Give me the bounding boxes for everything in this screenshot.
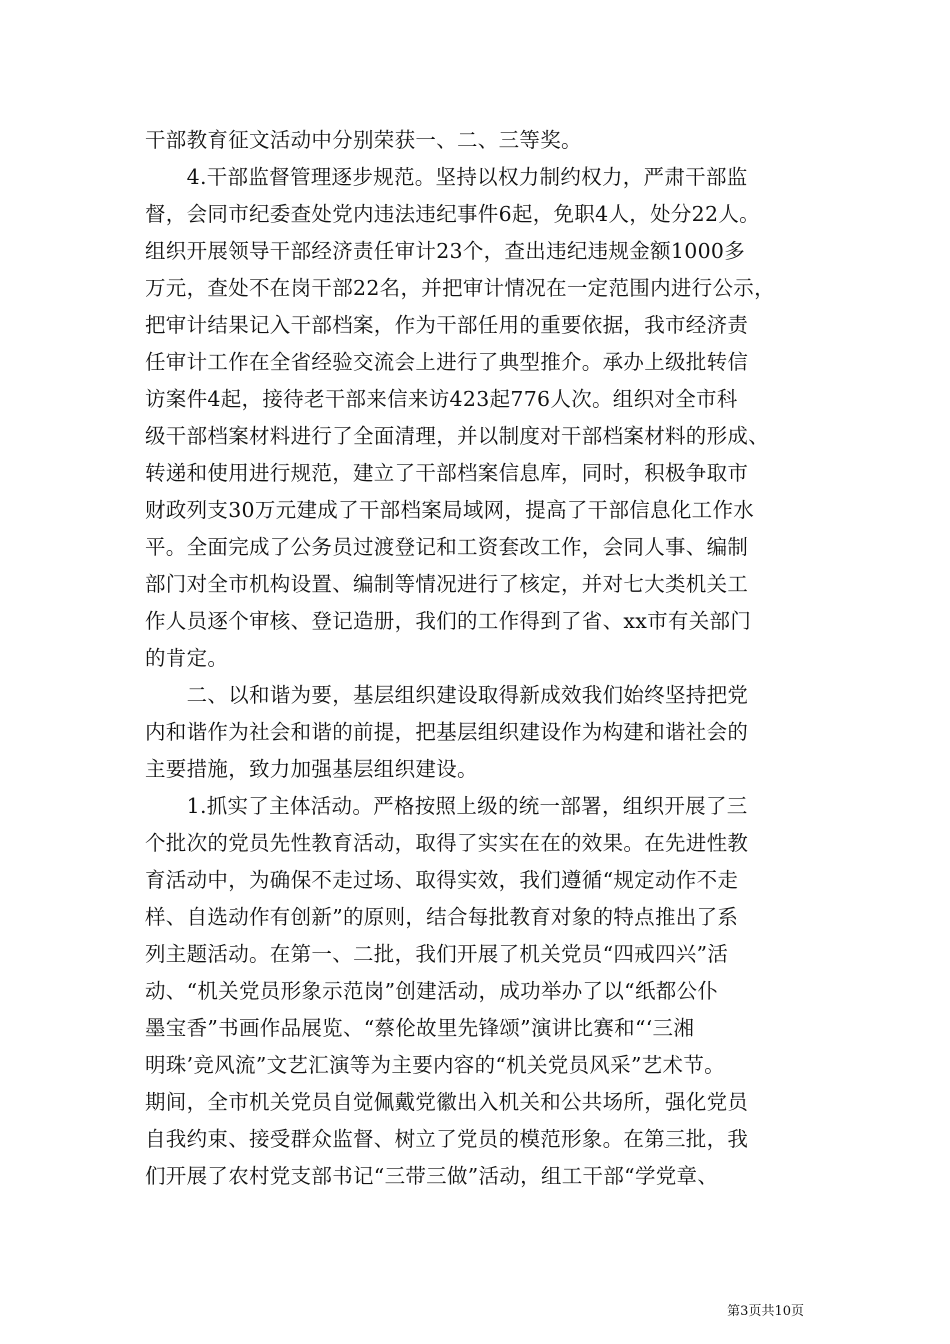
text-line: 组织开展领导干部经济责任审计23个，查出违纪违规金额1000多: [145, 239, 746, 263]
text-line: 把审计结果记入干部档案，作为干部任用的重要依据，我市经济责: [145, 313, 749, 337]
text-line: 平。全面完成了公务员过渡登记和工资套改工作，会同人事、编制: [145, 535, 749, 559]
text-line: 内和谐作为社会和谐的前提，把基层组织建设作为构建和谐社会的: [145, 720, 749, 744]
text-line: 作人员逐个审核、登记造册，我们的工作得到了省、xx市有关部门: [145, 609, 752, 633]
text-line: 1.抓实了主体活动。严格按照上级的统一部署，组织开展了三: [145, 794, 748, 818]
text-line: 们开展了农村党支部书记“三带三做”活动，组工干部“学党章、: [145, 1164, 719, 1188]
text-line: 转递和使用进行规范，建立了干部档案信息库，同时，积极争取市: [145, 461, 749, 485]
text-line: 部门对全市机构设置、编制等情况进行了核定，并对七大类机关工: [145, 572, 749, 596]
text-line: 墨宝香”书画作品展览、“蔡伦故里先锋颂”演讲比赛和“‘三湘: [145, 1016, 695, 1040]
text-line: 4.干部监督管理逐步规范。坚持以权力制约权力，严肃干部监: [145, 165, 748, 189]
text-line: 二、以和谐为要，基层组织建设取得新成效我们始终坚持把党: [145, 683, 749, 707]
text-line: 样、自选动作有创新”的原则，结合每批教育对象的特点推出了系: [145, 905, 739, 929]
text-line: 任审计工作在全省经验交流会上进行了典型推介。承办上级批转信: [145, 350, 749, 374]
text-line: 明珠’竞风流”文艺汇演等为主要内容的“机关党员风采”艺术节。: [145, 1053, 725, 1077]
text-line: 督，会同市纪委查处党内违法违纪事件6起，免职4人，处分22人。: [145, 202, 760, 226]
text-line: 万元，查处不在岗干部22名，并把审计情况在一定范围内进行公示，: [145, 276, 775, 300]
text-line: 级干部档案材料进行了全面清理，并以制度对干部档案材料的形成、: [145, 424, 769, 448]
text-line: 财政列支30万元建成了干部档案局域网，提高了干部信息化工作水: [145, 498, 755, 522]
text-line: 自我约束、接受群众监督、树立了党员的模范形象。在第三批，我: [145, 1127, 749, 1151]
text-line: 期间，全市机关党员自觉佩戴党徽出入机关和公共场所，强化党员: [145, 1090, 749, 1114]
text-line: 干部教育征文活动中分别荣获一、二、三等奖。: [145, 128, 582, 152]
text-line: 主要措施，致力加强基层组织建设。: [145, 757, 478, 781]
text-line: 访案件4起，接待老干部来信来访423起776人次。组织对全市科: [145, 387, 738, 411]
page-number-footer: 第3页共10页: [727, 1304, 804, 1319]
text-line: 列主题活动。在第一、二批，我们开展了机关党员“四戒四兴”活: [145, 942, 729, 966]
text-line: 个批次的党员先性教育活动，取得了实实在在的效果。在先进性教: [145, 831, 749, 855]
text-line: 的肯定。: [145, 646, 229, 670]
text-line: 育活动中，为确保不走过场、取得实效，我们遵循“规定动作不走: [145, 868, 739, 892]
text-line: 动、“机关党员形象示范岗”创建活动，成功举办了以“纸都公仆: [145, 979, 719, 1003]
